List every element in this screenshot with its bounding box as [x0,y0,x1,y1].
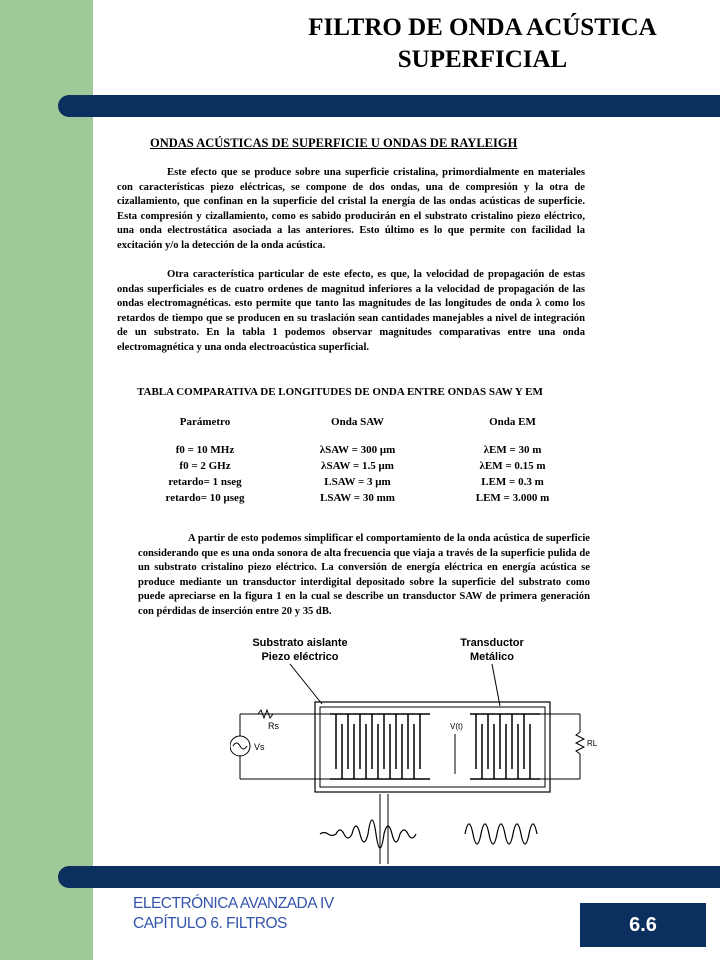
table-col-em [455,414,570,506]
table-cell: f0 = 10 MHz [175,444,235,456]
table-cell: λEM = 30 m [483,444,542,456]
table-header: Onda EM [489,416,536,428]
footer-line-1: ELECTRÓNICA AVANZADA IV [133,895,334,912]
saw-figure [230,634,610,869]
label-transducer-1: Transductor [460,637,524,649]
saw-diagram [230,634,610,864]
paragraph-3: A partir de esto podemos simplificar el comportamiento de la onda acústica de superficie considerando que es una onda sonora de alta frecuencia que viaja a través de la superficie pulida de un substrato cristalino piezo eléctrico. La conversión de energía eléctrica en energía acústica se produce mediante un transductor interdigital depositado sobre la superficie del substrato como puede apreciarse en la figura 1 en la cual se describe un transductor SAW de primera generación con pérdidas de inserción entre 20 y 35 dB. [138,533,590,617]
table-cell: λSAW = 300 μm [319,444,396,456]
label-substrate-1: Substrato aislante [252,637,348,649]
pointer-transducer [492,664,500,706]
label-vs: Vs [254,742,265,752]
idt-right [470,714,540,779]
table-cell: LSAW = 30 mm [320,492,395,504]
bottom-bar [58,866,720,888]
table-cell: λEM = 0.15 m [479,460,546,472]
idt-left [330,714,430,779]
table-cell: LEM = 0.3 m [481,476,544,488]
header-white-area [93,0,253,96]
load-circuit [540,714,584,779]
paragraph-2: Otra característica particular de este efecto, es que, la velocidad de propagación de estas ondas superficiales es de cuatro ordenes de magnitud inferiores a la velocidad de propagación de las ondas electromagnéticas. esto permite que tanto las magnitudes de las longitudes de onda λ como los retardos de tiempo que se producen en su traslación sean cantidades manejables a nivel de integración de un substrato. En la tabla 1 podemos observar magnitudes comparativas entre una onda electromagnética y una onda electroacústica superficial. [117,269,585,353]
table-cell: retardo= 10 μseg [165,492,245,504]
pointer-substrate [290,664,322,704]
label-vt: V(t) [450,722,463,731]
table-cell: LEM = 3.000 m [475,492,550,504]
footer-course [133,894,334,934]
table-header: Onda SAW [331,416,384,428]
table-cell: retardo= 1 nseg [168,476,242,488]
table-col-saw [300,414,415,506]
table-cell: f0 = 2 GHz [179,460,231,472]
title-line-1: FILTRO DE ONDA ACÚSTICA [308,14,657,41]
top-bar [58,95,720,117]
table-title: TABLA COMPARATIVA DE LONGITUDES DE ONDA ENTRE ONDAS SAW Y EM [137,386,543,398]
footer-line-2: CAPÍTULO 6. FILTROS [133,915,287,932]
table-col-parametro [150,414,260,506]
label-rs: Rs [268,721,279,731]
title-line-2: SUPERFICIAL [397,46,568,73]
section-heading: ONDAS ACÚSTICAS DE SUPERFICIE U ONDAS DE RAYLEIGH [150,136,518,150]
table-cell: LSAW = 3 μm [324,476,391,488]
paragraph-1: Este efecto que se produce sobre una superficie cristalina, primordialmente en materiales con características piezo eléctricas, se compone de dos ondas, una de compresión y la otra de cizallamiento, que confinan en la superficie del cristal la energía de las ondas acústicas de superficie. Esta compresión y cizallamiento, como es sabido producirán en el substrato cristalino piezo eléctrico, una onda electrostática asociada a las anteriores. Esto último es lo que permite con facilidad la excitación y/o la detección de la onda acústica. [117,167,585,251]
label-rl: RL [587,739,598,748]
left-band [0,0,93,960]
page-title [255,12,710,76]
label-transducer-2: Metálico [469,651,515,663]
table-header: Parámetro [179,416,231,428]
wave-right [465,824,537,844]
wave-left [320,820,416,848]
page-number: 6.6 [580,903,706,947]
label-substrate-2: Piezo eléctrico [261,651,339,663]
table-cell: λSAW = 1.5 μm [321,460,394,472]
